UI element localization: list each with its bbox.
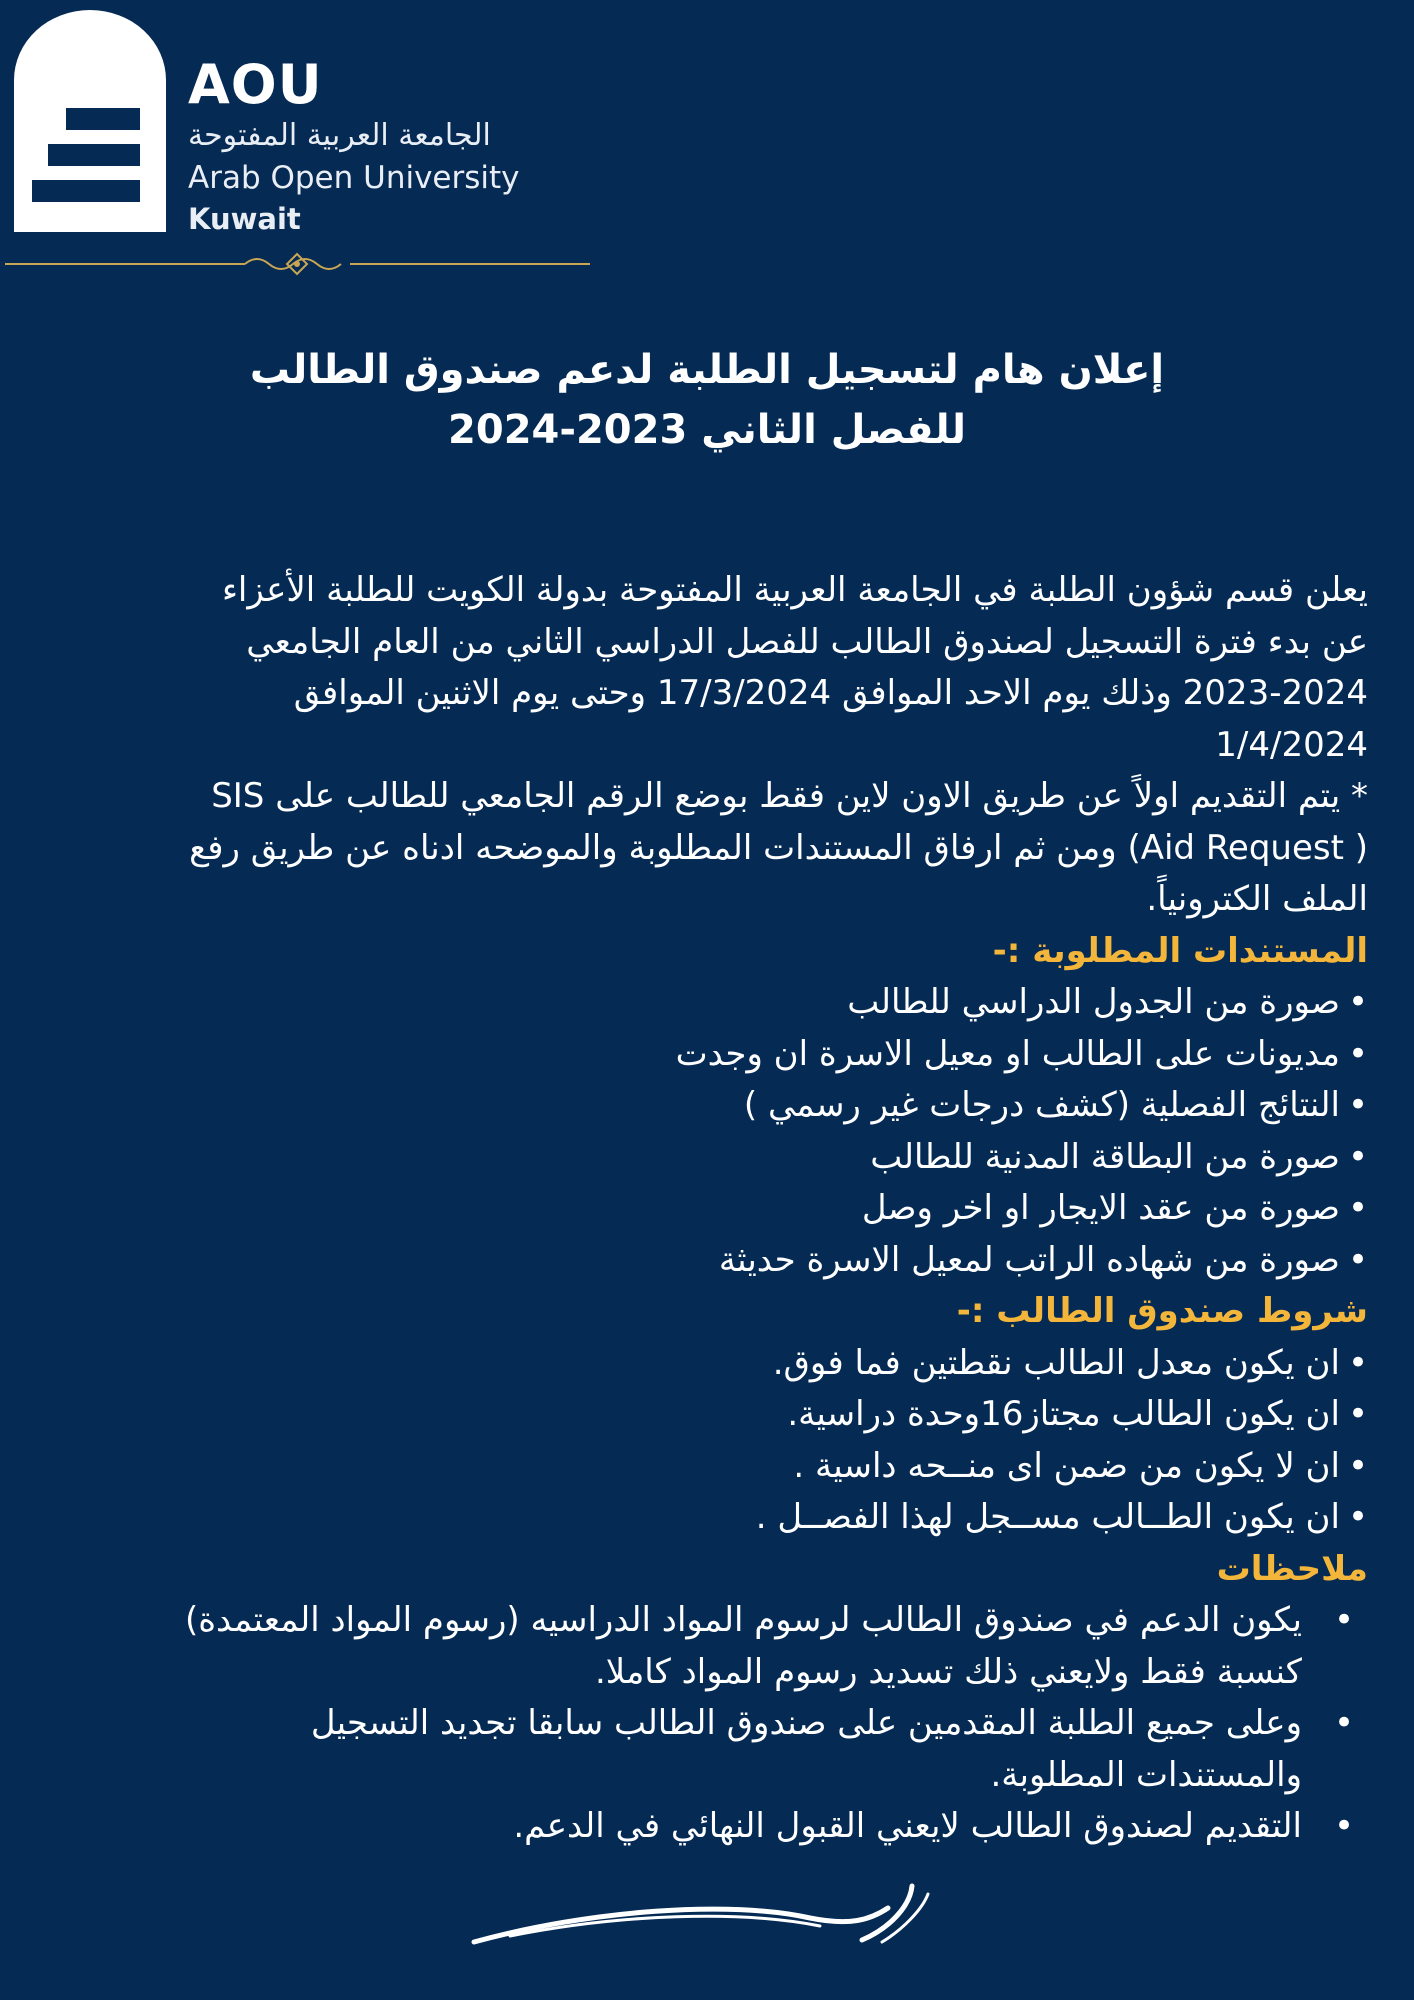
apply-line: * يتم التقديم اولاً عن طريق الاون لاين فقط بوضع الرقم الجامعي للطالب على SIS bbox=[211, 776, 1368, 816]
logo-abbreviation: AOU bbox=[188, 53, 323, 116]
notes-heading: ملاحظات bbox=[1216, 1548, 1368, 1589]
list-item-text: كنسبة فقط ولايعني ذلك تسديد رسوم المواد كاملا. bbox=[594, 1651, 1302, 1692]
apply-line: ( Aid Request) ومن ثم ارفاق المستندات المطلوبة والموضحه ادناه عن طريق رفع bbox=[189, 827, 1368, 868]
intro-line: يعلن قسم شؤون الطلبة في الجامعة العربية المفتوحة بدولة الكويت للطلبة الأعزاء bbox=[221, 570, 1368, 610]
documents-list bbox=[28, 977, 1368, 1286]
bullet: • bbox=[1333, 1600, 1354, 1640]
list-item-text: مديونات على الطالب او معيل الاسرة ان وجدت bbox=[675, 1033, 1340, 1074]
bullet: • bbox=[1347, 1085, 1368, 1125]
list-item bbox=[28, 1441, 1368, 1493]
intro-line: عن بدء فترة التسجيل لصندوق الطالب للفصل الدراسي الثاني من العام الجامعي bbox=[246, 621, 1368, 662]
apply-line: الملف الكترونياً. bbox=[1146, 879, 1368, 919]
list-item bbox=[28, 1389, 1368, 1441]
bullet: • bbox=[1347, 1136, 1368, 1177]
ornamental-divider-icon bbox=[5, 252, 590, 276]
list-item-text: صورة من البطاقة المدنية للطالب bbox=[870, 1136, 1340, 1177]
bullet: • bbox=[1347, 1239, 1368, 1280]
bullet: • bbox=[1347, 1342, 1368, 1383]
logo-name-arabic: الجامعة العربية المفتوحة bbox=[188, 118, 491, 153]
title-line-1: إعلان هام لتسجيل الطلبة لدعم صندوق الطالب bbox=[249, 347, 1165, 393]
list-item-text: ان يكون معدل الطالب نقطتين فما فوق. bbox=[772, 1342, 1340, 1383]
bullet: • bbox=[1333, 1703, 1354, 1743]
intro-line: 2023-2024 وذلك يوم الاحد الموافق 17/3/2024 وحتى يوم الاثنين الموافق bbox=[293, 673, 1368, 713]
list-item bbox=[28, 1801, 1368, 1853]
bullet: • bbox=[1347, 1394, 1368, 1434]
list-item bbox=[28, 1235, 1368, 1287]
logo-country: Kuwait bbox=[188, 202, 301, 236]
conditions-heading: شروط صندوق الطالب :- bbox=[956, 1291, 1368, 1331]
list-item-text: يكون الدعم في صندوق الطالب لرسوم المواد الدراسيه (رسوم المواد المعتمدة) bbox=[184, 1600, 1302, 1640]
list-item-text: التقديم لصندوق الطالب لايعني القبول النهائي في الدعم. bbox=[513, 1806, 1302, 1846]
conditions-list bbox=[28, 1338, 1368, 1544]
list-item bbox=[28, 1132, 1368, 1184]
announcement-title bbox=[0, 340, 1414, 460]
list-item-text: صورة من شهاده الراتب لمعيل الاسرة حديثة bbox=[718, 1239, 1340, 1280]
documents-heading: المستندات المطلوبة :- bbox=[992, 930, 1368, 971]
list-item-text: صورة من الجدول الدراسي للطالب bbox=[847, 982, 1340, 1022]
list-item bbox=[28, 1029, 1368, 1081]
list-item bbox=[28, 1595, 1368, 1698]
list-item-text: صورة من عقد الايجار او اخر وصل bbox=[861, 1188, 1340, 1228]
bullet: • bbox=[1347, 982, 1368, 1022]
list-item bbox=[28, 1338, 1368, 1390]
list-item bbox=[28, 977, 1368, 1029]
bullet: • bbox=[1347, 1033, 1368, 1074]
logo-name-english: Arab Open University bbox=[188, 160, 520, 196]
list-item-text: النتائج الفصلية (كشف درجات غير رسمي ) bbox=[743, 1085, 1340, 1125]
title-line-2: للفصل الثاني 2023-2024 bbox=[448, 407, 966, 453]
list-item bbox=[28, 1698, 1368, 1801]
bullet: • bbox=[1347, 1188, 1368, 1228]
list-item bbox=[28, 1183, 1368, 1235]
decorative-swoosh-icon bbox=[470, 1880, 950, 1950]
announcement-body bbox=[28, 565, 1368, 1853]
bullet: • bbox=[1347, 1497, 1368, 1537]
list-item bbox=[28, 1080, 1368, 1132]
list-item bbox=[28, 1492, 1368, 1544]
list-item-text: ان لا يكون من ضمن اى منــحه داسية . bbox=[793, 1445, 1340, 1486]
logo-text bbox=[188, 55, 520, 239]
list-item-text: ان يكون الطالب مجتاز16وحدة دراسية. bbox=[787, 1394, 1340, 1434]
bullet: • bbox=[1347, 1445, 1368, 1486]
list-item-text: ان يكون الطــالب مســجل لهذا الفصــل . bbox=[755, 1497, 1340, 1537]
notes-list bbox=[28, 1595, 1368, 1853]
intro-line: 1/4/2024 bbox=[1215, 724, 1368, 765]
list-item-text: وعلى جميع الطلبة المقدمين على صندوق الطالب سابقا تجديد التسجيل bbox=[310, 1703, 1302, 1743]
list-item-text: والمستندات المطلوبة. bbox=[990, 1754, 1302, 1795]
university-logo bbox=[0, 0, 600, 275]
bullet: • bbox=[1333, 1806, 1354, 1846]
arch-with-stripes-icon bbox=[14, 10, 166, 232]
